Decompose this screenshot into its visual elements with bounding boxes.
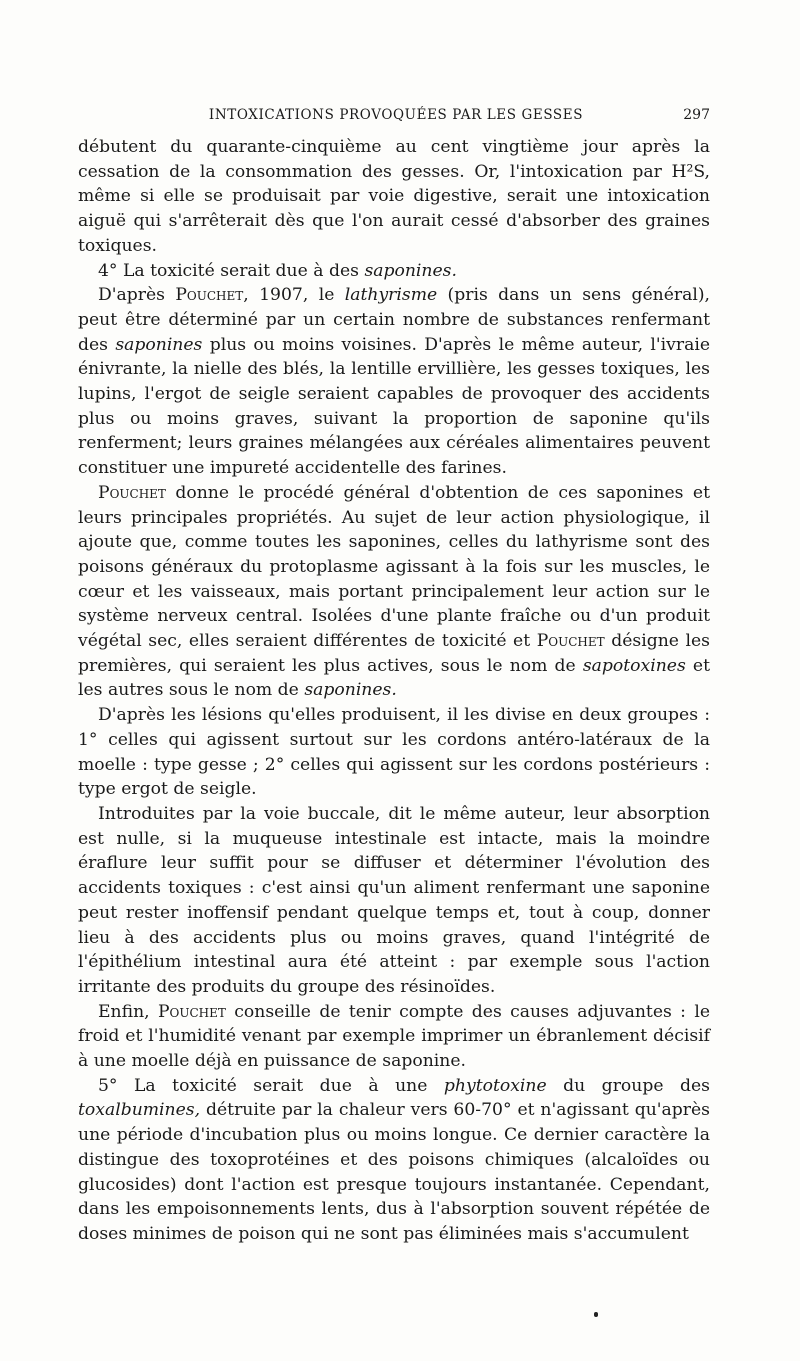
paragraph (78, 481, 710, 703)
author-name: Pouchet (536, 631, 605, 652)
text-run: , 1907, le (243, 285, 345, 306)
author-name: Pouchet (175, 285, 244, 306)
paragraph (78, 283, 710, 481)
text-run: donne le procédé général d'obtention de ces saponines et leurs principales propriétés. Au sujet de leur action physiologique, il ajoute que, comme toutes les saponines, celles du lathyrisme sont des poisons généraux du protoplasme agissant à la fois sur les muscles, le cœur et les vaisseaux, mais portant principalement leur action sur le système nerveux central. Isolées d'une plante fraîche ou d'un produit végétal sec, elles seraient différentes de toxicité et (78, 482, 710, 652)
emphasis-text: saponines (115, 334, 203, 355)
emphasis-text: phytotoxine (443, 1075, 547, 1096)
text-run: 4° La toxicité serait due à des (98, 260, 365, 281)
print-speck (594, 1312, 598, 1317)
text-run: 5° La toxicité serait due à une (98, 1075, 444, 1096)
emphasis-text: toxalbumines, (78, 1100, 201, 1121)
running-header (78, 104, 714, 128)
text-run: (pris dans un sens général), peut être déterminé par un certain nombre de substances renfermant des (78, 285, 710, 355)
text-run: plus ou moins voisines. D'après le même auteur, l'ivraie énivrante, la nielle des blés, la lentille ervillière, les gesses toxiques, les lupins, l'ergot de seigle seraient capables de provoquer des accidents plus ou moins graves, suivant la proportion de saponine qu'ils renferment; leurs graines mélangées aux céréales alimentaires peuvent constituer une impureté accidentelle des farines. (78, 334, 710, 479)
paragraph (78, 135, 710, 259)
text-run: D'après les lésions qu'elles produisent, il les divise en deux groupes : 1° celles qui agissent surtout sur les cordons antéro-latéraux de la moelle : type gesse ; 2° celles qui agissent sur les cordons postérieurs : type ergot de seigle. (78, 705, 710, 800)
author-name: Pouchet (157, 1001, 226, 1022)
paragraph (78, 1074, 710, 1247)
body-text (78, 135, 710, 1247)
text-run: et les autres sous le nom de (78, 655, 710, 701)
emphasis-text: saponines. (304, 680, 397, 701)
author-name: Pouchet (98, 482, 166, 503)
paragraph (78, 1000, 710, 1074)
text-run: débutent du quarante-cinquième au cent vingtième jour après la cessation de la consommation des gesses. Or, l'intoxication par H²S, même si elle se produisait par voie digestive, serait une intoxication aiguë qui s'arrêterait dès que l'on aurait cessé d'absorber des graines toxiques. (78, 137, 710, 256)
text-run: détruite par la chaleur vers 60-70° et n'agissant qu'après une période d'incubation plus ou moins longue. Ce dernier caractère la distingue des toxoprotéines et des poisons chimiques (alcaloïdes ou glucosides) dont l'action est presque toujours instantanée. Cependant, dans les empoisonnements lents, dus à l'absorption souvent répétée de doses minimes de poison qui ne sont pas éliminées mais s'accumulent (78, 1100, 710, 1244)
text-run: Enfin, (98, 1001, 158, 1022)
emphasis-text: saponines. (364, 260, 457, 281)
text-run: conseille de tenir compte des causes adjuvantes : le froid et l'humidité venant par exemple imprimer un ébranlement décisif à une moelle déjà en puissance de saponine. (78, 1001, 711, 1072)
emphasis-text: lathyrisme (344, 285, 438, 306)
text-run: Introduites par la voie buccale, dit le même auteur, leur absorption est nulle, si la muqueuse intestinale est intacte, mais la moindre éraflure leur suffit pour se diffuser et déterminer l'évolution des accidents toxiques : c'est ainsi qu'un aliment renfermant une saponine peut rester inoffensif pendant quelque temps et, tout à coup, donner lieu à des accidents plus ou moins graves, quand l'intégrité de l'épithélium intestinal aura été atteint : par exemple sous l'action irritante des produits du groupe des résinoïdes. (78, 803, 710, 997)
emphasis-text: sapotoxines (582, 655, 686, 676)
running-header-title: INTOXICATIONS PROVOQUÉES PAR LES GESSES (208, 107, 584, 123)
text-run: du groupe des (546, 1075, 710, 1096)
paragraph (78, 703, 710, 802)
paragraph (78, 802, 710, 1000)
text-run: D'après (98, 285, 176, 306)
page-number: 297 (683, 107, 710, 123)
paragraph (78, 259, 710, 284)
text-run: désigne les premières, qui seraient les plus actives, sous le nom de (78, 631, 710, 676)
